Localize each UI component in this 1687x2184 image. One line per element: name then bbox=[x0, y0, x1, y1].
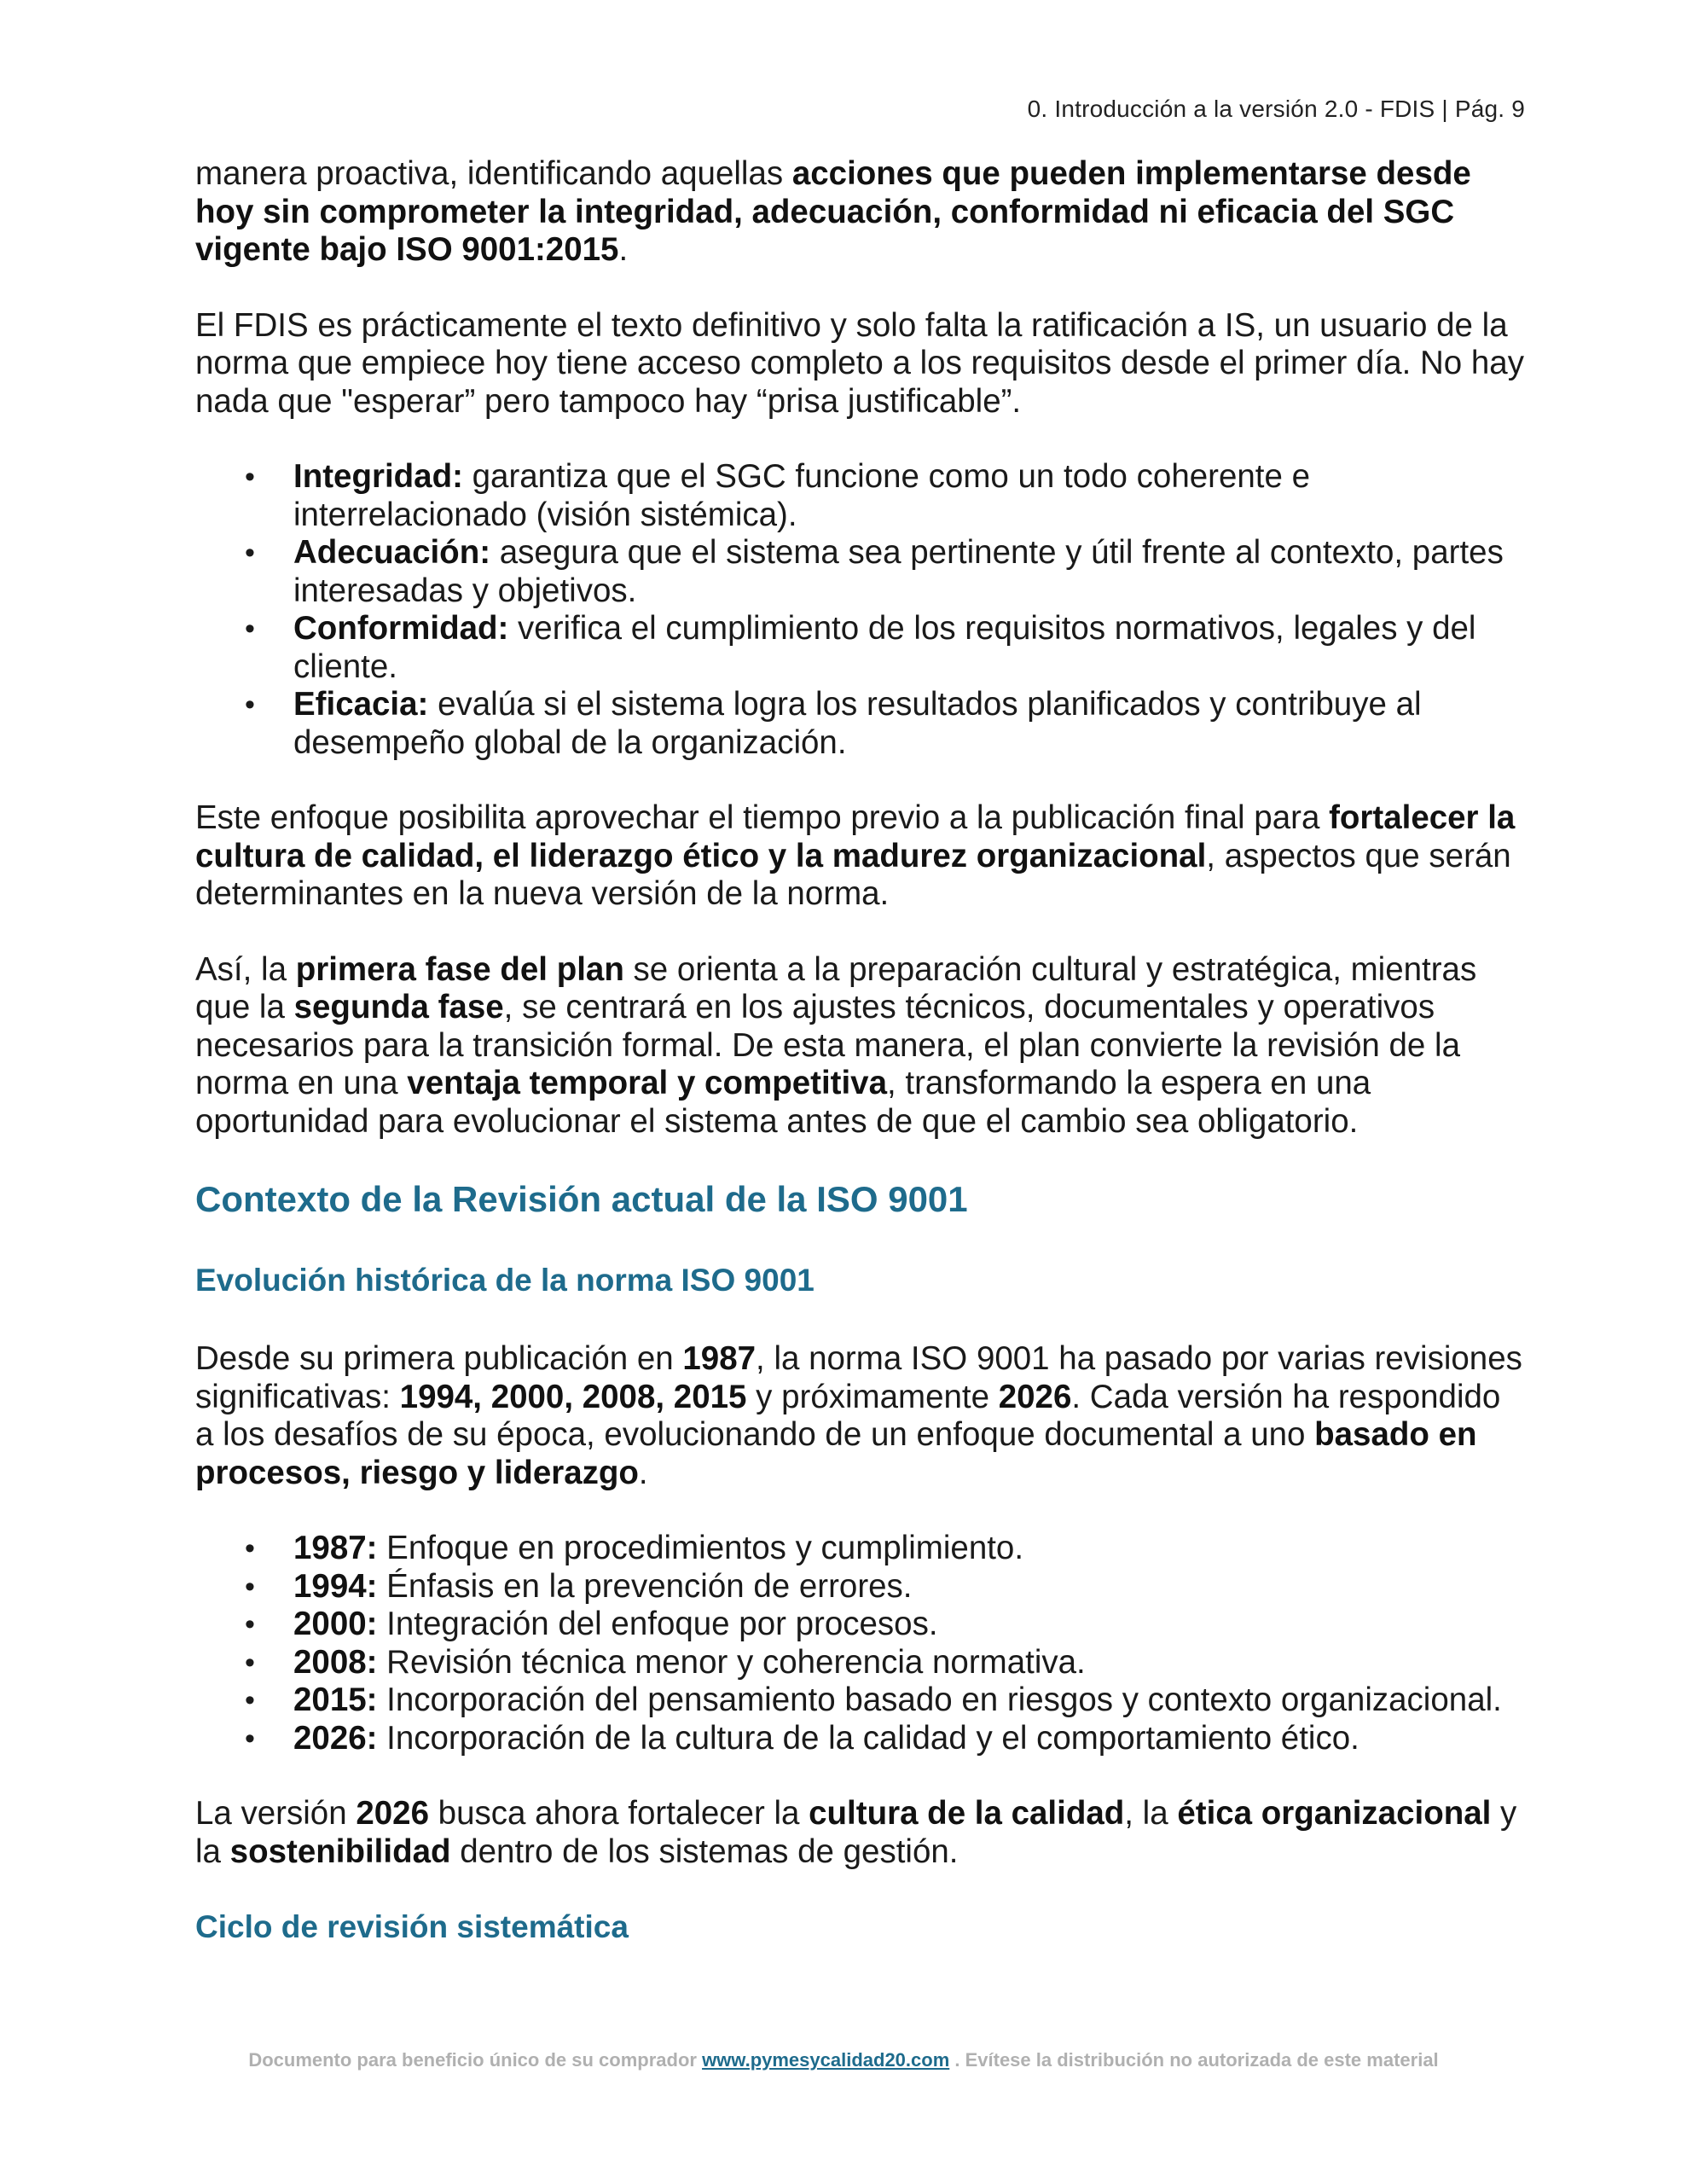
paragraph-approach: Este enfoque posibilita aprovechar el tiempo previo a la publicación final para fortalecer la cultura de calidad, el liderazgo ético y la madurez organizacional, aspectos que serán determinantes en la nueva versión de la norma. bbox=[195, 799, 1516, 912]
principles-list bbox=[195, 458, 1526, 762]
footer-link[interactable]: www.pymesycalidad20.com bbox=[702, 2049, 950, 2071]
paragraph-proactive: manera proactiva, identificando aquellas acciones que pueden implementarse desde hoy sin comprometer la integridad, adecuación, conformidad ni eficacia del SGC vigente bajo ISO 9001:2015. bbox=[195, 155, 1471, 268]
subsection-heading-cycle: Ciclo de revisión sistemática bbox=[195, 1909, 629, 1944]
page-footer: Documento para beneficio único de su comprador www.pymesycalidad20.com . Evítese la distribución no autorizada de este material bbox=[248, 2049, 1439, 2071]
page-header: 0. Introducción a la versión 2.0 - FDIS | Pág. 9 bbox=[1027, 96, 1525, 122]
list-item: • 1987: Enfoque en procedimientos y cumplimiento. bbox=[195, 1530, 1526, 1568]
list-item: • 2008: Revisión técnica menor y coherencia normativa. bbox=[195, 1644, 1526, 1682]
list-item: • Integridad: garantiza que el SGC funcione como un todo coherente e interrelacionado (visión sistémica). bbox=[195, 458, 1526, 534]
versions-list bbox=[195, 1530, 1526, 1757]
list-item: • Eficacia: evalúa si el sistema logra los resultados planificados y contribuye al desempeño global de la organización. bbox=[195, 686, 1526, 762]
list-item: • Conformidad: verifica el cumplimiento de los requisitos normativos, legales y del cliente. bbox=[195, 610, 1526, 686]
paragraph-fdis: El FDIS es prácticamente el texto definitivo y solo falta la ratificación a IS, un usuario de la norma que empiece hoy tiene acceso completo a los requisitos desde el primer día. No hay nada que "esperar” pero tampoco hay “prisa justificable”. bbox=[195, 306, 1524, 420]
list-item: • 2015: Incorporación del pensamiento basado en riesgos y contexto organizacional. bbox=[195, 1682, 1526, 1720]
paragraph-2026: La versión 2026 busca ahora fortalecer la cultura de la calidad, la ética organizacional y la sostenibilidad dentro de los sistemas de gestión. bbox=[195, 1795, 1517, 1870]
section-heading-context: Contexto de la Revisión actual de la ISO 9001 bbox=[195, 1179, 968, 1219]
list-item: • 2000: Integración del enfoque por procesos. bbox=[195, 1606, 1526, 1644]
paragraph-history: Desde su primera publicación en 1987, la norma ISO 9001 ha pasado por varias revisiones significativas: 1994, 2000, 2008, 2015 y próximamente 2026. Cada versión ha respondido a los desafíos de su época, evolucionando de un enfoque documental a uno basado en procesos, riesgo y liderazgo. bbox=[195, 1340, 1522, 1491]
page-content bbox=[195, 155, 1526, 1987]
list-item: • 1994: Énfasis en la prevención de errores. bbox=[195, 1568, 1526, 1606]
list-item: • Adecuación: asegura que el sistema sea pertinente y útil frente al contexto, partes interesadas y objetivos. bbox=[195, 534, 1526, 610]
paragraph-phases: Así, la primera fase del plan se orienta a la preparación cultural y estratégica, mientras que la segunda fase, se centrará en los ajustes técnicos, documentales y operativos necesarios para la transición formal. De esta manera, el plan convierte la revisión de la norma en una ventaja temporal y competitiva, transformando la espera en una oportunidad para evolucionar el sistema antes de que el cambio sea obligatorio. bbox=[195, 950, 1477, 1140]
subsection-heading-evolution: Evolución histórica de la norma ISO 9001 bbox=[195, 1263, 815, 1298]
list-item: • 2026: Incorporación de la cultura de la calidad y el comportamiento ético. bbox=[195, 1720, 1526, 1758]
